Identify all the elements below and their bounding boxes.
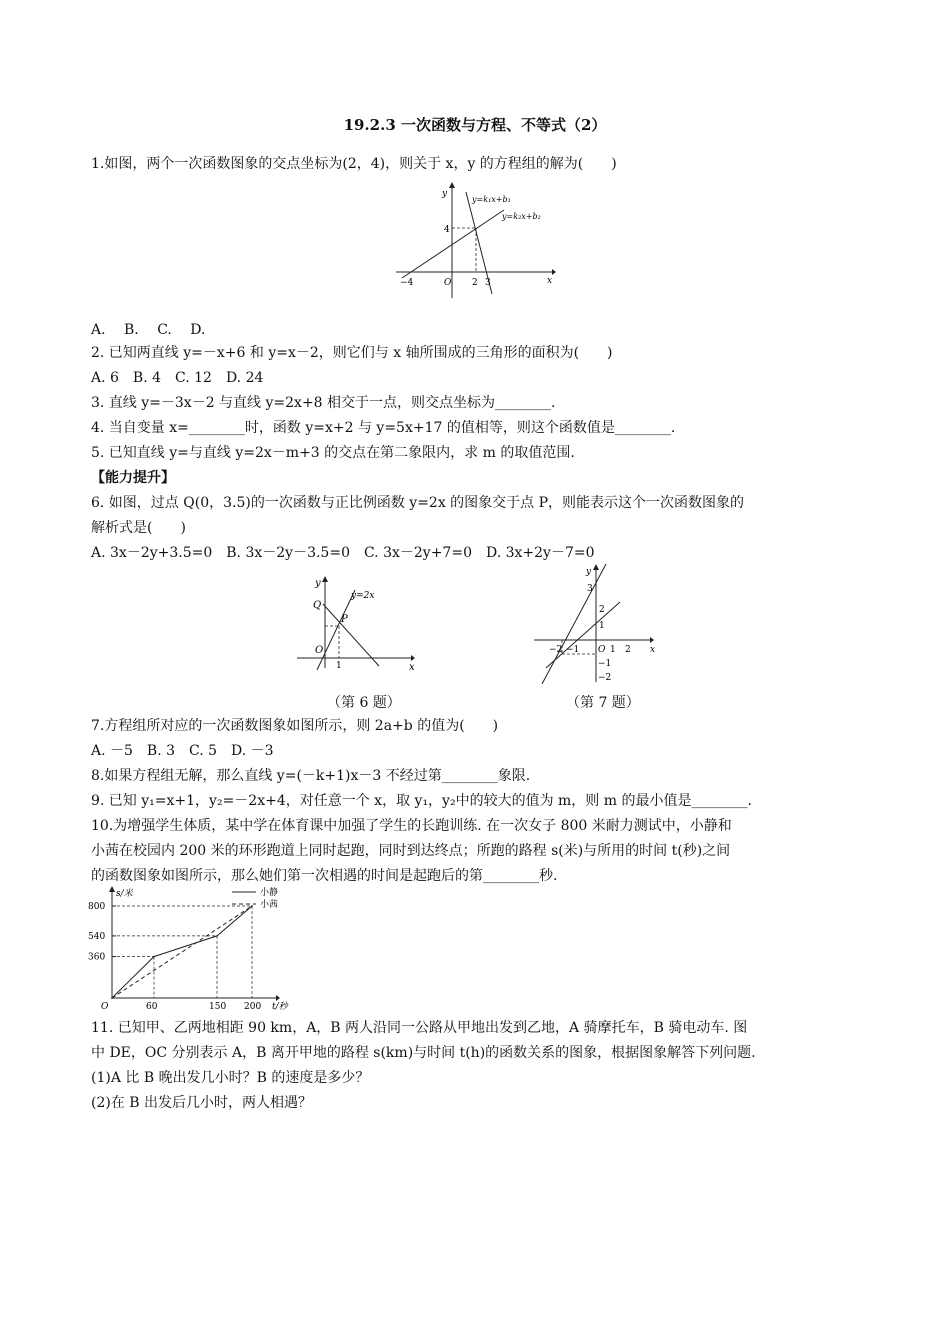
q7-fig-xtick-1: 1 [610, 645, 616, 655]
x-tick-label-200: 200 [244, 1002, 262, 1012]
q7-fig-ytick-m2: −2 [598, 673, 612, 683]
x-tick-label-60: 60 [146, 1002, 158, 1012]
legend-label-0: 小静 [260, 888, 279, 898]
q7-fig-ytick-3: 3 [587, 584, 593, 594]
q1-fig-line2-label: y=k₂x+b₂ [502, 212, 541, 221]
q2-options: A. 6 B. 4 C. 12 D. 24 [91, 370, 264, 386]
x-axis-arrow [276, 995, 280, 1001]
q7-fig-xtick-m1: −1 [566, 645, 580, 655]
q7-fig-ytick-2: 2 [599, 605, 605, 615]
q6-fig-line-label: y=2x [351, 591, 375, 601]
q1-fig-tick-2: 2 [472, 278, 478, 288]
legend-label-1: 小茜 [260, 900, 279, 910]
q6-fig-p-label: P [341, 614, 348, 625]
q7-fig-x-label: x [650, 645, 656, 655]
q11-text-2: 中 DE，OC 分别表示 A，B 离开甲地的路程 s(km)与时间 t(h)的函数关系的图象，根据图象解答下列问题. [91, 1045, 756, 1061]
page-title: 19.2.3 一次函数与方程、不等式（2） [343, 116, 607, 134]
q6-caption: （第 6 题） [327, 695, 401, 711]
q1-text: 1.如图，两个一次函数图象的交点坐标为(2，4)，则关于 x，y 的方程组的解为( ) [91, 156, 617, 172]
q1-fig-tick-3: 3 [485, 278, 491, 288]
q1-options: A. B. C. D. [91, 322, 206, 338]
q10-text-3: 的函数图象如图所示，那么她们第一次相遇的时间是起跑后的第________秒. [91, 868, 558, 884]
q10-text-2: 小茜在校园内 200 米的环形跑道上同时起跑，同时到达终点；所跑的路程 s(米)与所用的时间 t(秒)之间 [91, 843, 731, 859]
q6-options: A. 3x－2y+3.5=0 B. 3x－2y－3.5=0 C. 3x－2y+7=0 D. 3x+2y－7=0 [91, 545, 595, 561]
y-axis-arrow [109, 886, 115, 892]
q6-text-1: 6. 如图，过点 Q(0，3.5)的一次函数与正比例函数 y=2x 的图象交于点 P，则能表示这个一次函数图象的 [91, 495, 745, 511]
q2-text: 2. 已知两直线 y=－x+6 和 y=x－2，则它们与 x 轴所围成的三角形的面积为( ) [91, 345, 613, 361]
q5-text: 5. 已知直线 y=与直线 y=2x－m+3 的交点在第二象限内，求 m 的取值范围. [91, 445, 575, 461]
q1-fig-tick-m4: −4 [400, 278, 414, 288]
x-axis-label: t/秒 [272, 1002, 288, 1012]
q6-figure [295, 574, 419, 670]
q1-fig-line1-label: y=k₁x+b₁ [472, 195, 511, 204]
q4-text: 4. 当自变量 x=________时，函数 y=x+2 与 y=5x+17 的值相等，则这个函数值是________. [91, 420, 676, 436]
q7-caption: （第 7 题） [566, 695, 640, 711]
q11-part1: (1)A 比 B 晚出发几小时？B 的速度是多少？ [91, 1070, 370, 1086]
q7-fig-y-label: y [586, 567, 592, 577]
q6-fig-tick-1: 1 [336, 661, 342, 670]
y-tick-label-800: 800 [88, 902, 106, 912]
series-line-1 [112, 906, 252, 998]
q1-fig-y-label: y [442, 189, 448, 199]
data-point-1-1 [251, 905, 253, 907]
q1-fig-tick-4: 4 [444, 225, 450, 235]
q6-text-2: 解析式是( ) [91, 520, 186, 536]
q3-text: 3. 直线 y=－3x－2 与直线 y=2x+8 相交于一点，则交点坐标为________. [91, 395, 556, 411]
data-point-1-0 [111, 997, 113, 999]
q7-text: 7.方程组所对应的一次函数图象如图所示，则 2a+b 的值为( ) [91, 718, 499, 734]
y-tick-label-540: 540 [88, 931, 106, 942]
x-tick-label-150: 150 [209, 1002, 227, 1012]
q8-text: 8.如果方程组无解，那么直线 y=(－k+1)x－3 不经过第________象限. [91, 768, 531, 784]
q7-fig-origin: O [598, 645, 606, 655]
q1-fig-x-label: x [547, 276, 553, 286]
q1-fig-origin: O [444, 278, 452, 288]
q11-part2: (2)在 B 出发后几小时，两人相遇？ [91, 1095, 313, 1111]
section-heading: 【能力提升】 [91, 470, 175, 486]
y-tick-label-360: 360 [88, 952, 106, 963]
q7-options: A. －5 B. 3 C. 5 D. －3 [91, 743, 274, 759]
q7-fig-xtick-m2: −2 [549, 645, 563, 655]
q6-fig-q-label: Q [313, 600, 322, 611]
q10-chart [84, 884, 294, 1012]
q6-fig-origin: O [315, 645, 324, 656]
q6-fig-x-label: x [409, 662, 415, 670]
q7-fig-xtick-2: 2 [625, 645, 631, 655]
q9-text: 9. 已知 y₁=x+1，y₂=－2x+4，对任意一个 x，取 y₁，y₂中的较大的值为 m，则 m 的最小值是________. [91, 793, 752, 809]
q7-fig-ytick-1: 1 [599, 621, 605, 631]
q10-text-1: 10.为增强学生体质，某中学在体育课中加强了学生的长跑训练. 在一次女子 800 米耐力测试中，小静和 [91, 818, 732, 834]
q7-figure [532, 562, 660, 684]
q11-text-1: 11. 已知甲、乙两地相距 90 km，A，B 两人沿同一公路从甲地出发到乙地，A 骑摩托车，B 骑电动车. 图 [91, 1020, 748, 1036]
origin-label: O [101, 1002, 109, 1012]
q6-fig-y-label: y [315, 578, 321, 589]
q7-fig-ytick-m1: −1 [598, 659, 612, 669]
q1-figure [394, 182, 556, 300]
data-point-0-2 [216, 935, 218, 937]
y-axis-label: s/米 [116, 889, 133, 899]
data-point-0-1 [153, 956, 155, 958]
